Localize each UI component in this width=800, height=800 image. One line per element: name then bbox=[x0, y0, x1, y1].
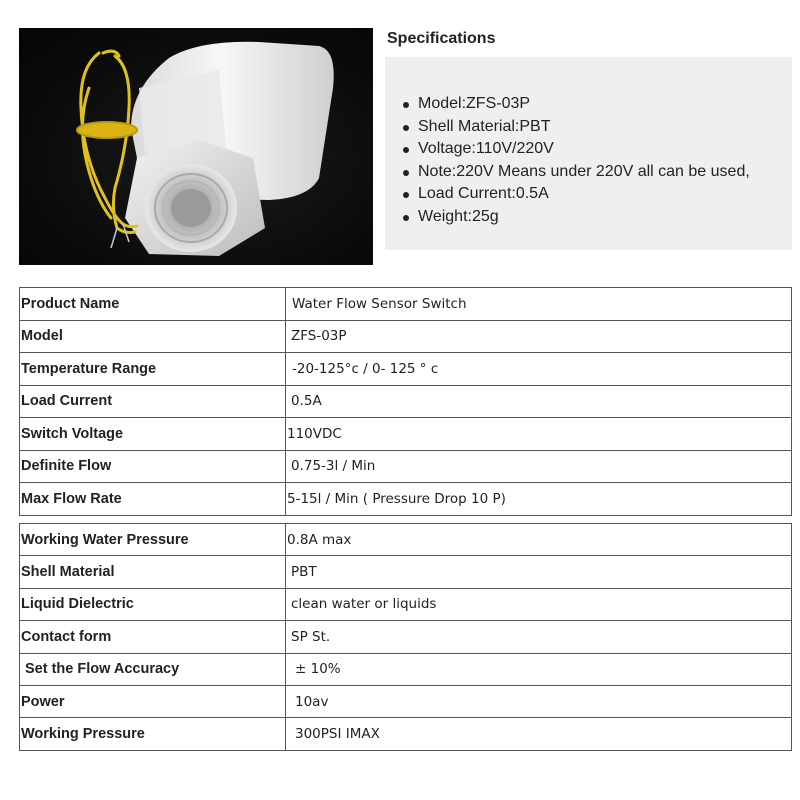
spec-item-model: Model:ZFS-03P bbox=[401, 93, 750, 116]
row-label: Load Current bbox=[20, 385, 286, 418]
table-row bbox=[20, 288, 792, 321]
row-label: Liquid Dielectric bbox=[20, 588, 286, 620]
row-value: 0.5A bbox=[286, 385, 792, 418]
flow-sensor-illustration bbox=[19, 28, 373, 265]
table-row bbox=[20, 524, 792, 556]
row-label: Model bbox=[20, 320, 286, 353]
table-row bbox=[20, 450, 792, 483]
spec-item-weight: Weight:25g bbox=[401, 206, 750, 229]
spec-table-primary bbox=[19, 287, 792, 516]
row-value: ZFS-03P bbox=[286, 320, 792, 353]
spec-item-load-current: Load Current:0.5A bbox=[401, 183, 750, 206]
row-label: Definite Flow bbox=[20, 450, 286, 483]
row-label: Temperature Range bbox=[20, 353, 286, 386]
row-value: 300PSI IMAX bbox=[286, 718, 792, 750]
row-value: PBT bbox=[286, 556, 792, 588]
table-row bbox=[20, 320, 792, 353]
row-value: 0.75-3l / Min bbox=[286, 450, 792, 483]
table-row bbox=[20, 556, 792, 588]
table-row bbox=[20, 621, 792, 653]
spec-item-voltage: Voltage:110V/220V bbox=[401, 138, 750, 161]
table-row bbox=[20, 685, 792, 717]
row-value: Water Flow Sensor Switch bbox=[286, 288, 792, 321]
spec-table-secondary bbox=[19, 523, 792, 751]
row-label: Set the Flow Accuracy bbox=[20, 653, 286, 685]
spec-item-shell-material: Shell Material:PBT bbox=[401, 116, 750, 139]
row-label: Power bbox=[20, 685, 286, 717]
table-row bbox=[20, 718, 792, 750]
product-photo bbox=[19, 28, 373, 265]
row-value: -20-125°c / 0- 125 ° c bbox=[286, 353, 792, 386]
row-value: 0.8A max bbox=[286, 524, 792, 556]
row-label: Switch Voltage bbox=[20, 418, 286, 451]
specifications-list bbox=[401, 93, 750, 229]
table-row bbox=[20, 418, 792, 451]
row-label: Max Flow Rate bbox=[20, 483, 286, 516]
table-row bbox=[20, 588, 792, 620]
table-row bbox=[20, 653, 792, 685]
row-value: ± 10% bbox=[286, 653, 792, 685]
row-label: Working Water Pressure bbox=[20, 524, 286, 556]
row-value: clean water or liquids bbox=[286, 588, 792, 620]
row-label: Working Pressure bbox=[20, 718, 286, 750]
row-value: 10av bbox=[286, 685, 792, 717]
specifications-box bbox=[385, 57, 792, 250]
row-value: SP St. bbox=[286, 621, 792, 653]
row-label: Product Name bbox=[20, 288, 286, 321]
spec-item-note: Note:220V Means under 220V all can be used, bbox=[401, 161, 750, 184]
row-label: Shell Material bbox=[20, 556, 286, 588]
row-label: Contact form bbox=[20, 621, 286, 653]
specifications-title: Specifications bbox=[387, 30, 496, 47]
row-value: 110VDC bbox=[286, 418, 792, 451]
table-row bbox=[20, 483, 792, 516]
table-row bbox=[20, 353, 792, 386]
row-value: 5-15l / Min ( Pressure Drop 10 P) bbox=[286, 483, 792, 516]
table-row bbox=[20, 385, 792, 418]
